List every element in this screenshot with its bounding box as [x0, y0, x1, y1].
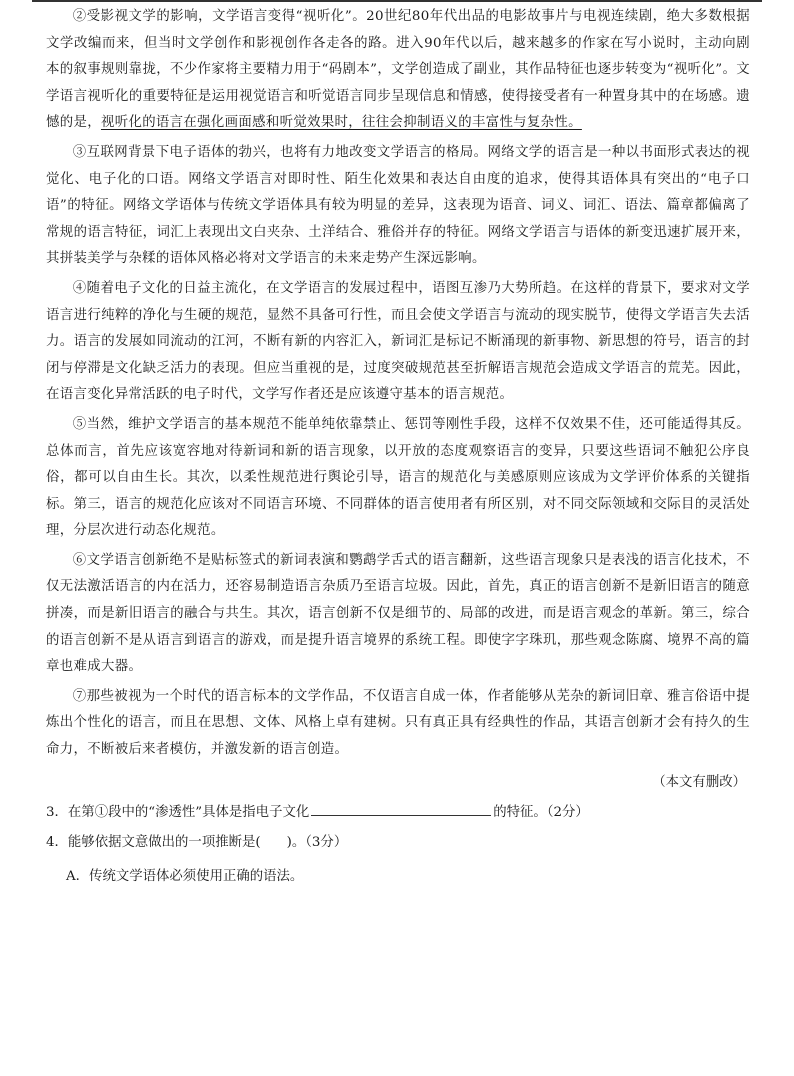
paragraph-5: ⑤当然，维护文学语言的基本规范不能单纯依靠禁止、惩罚等刚性手段，这样不仅效果不佳，还可能适得其反。总体而言，首先应该宽容地对待新词和新的语言现象，以开放的态度观察语言的变异，只要这些语词不触犯公序良俗，都可以自由生长。其次，以柔性规范进行舆论引导，语言的规范化与美感原则应该成为文学评价体系的关键指标。第三，语言的规范化应该对不同语言环境、不同群体的语言使用者有所区别，对不同交际领域和交际目的灵活处理，分层次进行动态化规范。: [46, 416, 750, 539]
question-3: [46, 800, 750, 826]
question-4: [46, 830, 750, 856]
paragraph-2-text: ②受影视文学的影响，文学语言变得“视听化”。20世纪80年代出品的电影故事片与电视连续剧，绝大多数根据文学改编而来，但当时文学创作和影视创作各走各的路。进入90年代以后，越来越多的作家在写小说时，主动向剧本的叙事规则靠拢，不少作家将主要精力用于“码剧本”，文学创造成了副业，其作品特征也逐步转变为“视听化”。文学语言视听化的重要特征是运用视觉语言和听觉语言同步呈现信息和情感，使得接受者有一种置身其中的在场感。遗憾的是，: [46, 9, 750, 131]
question-3-prompt: 3．在第①段中的“渗透性”具体是指电子文化: [46, 804, 310, 820]
paragraph-2: [46, 4, 750, 137]
top-rule: [32, 0, 762, 2]
answer-blank[interactable]: [311, 801, 491, 816]
paragraph-4: ④随着电子文化的日益主流化，在文学语言的发展过程中，语图互渗乃大势所趋。在这样的背景下，要求对文学语言进行纯粹的净化与生硬的规范，显然不具备可行性，而且会使文学语言与流动的现实脱节，使得文学语言失去活力。语言的发展如同流动的江河，不断有新的内容汇入，新词汇是标记不断涌现的新事物、新思想的符号，语言的封闭与停滞是文化缺乏活力的表现。但应当重视的是，过度突破规范甚至折解语言规范会造成文学语言的荒芜。因此，在语言变化异常活跃的电子时代，文学写作者还是应该遵守基本的语言规范。: [46, 280, 750, 403]
question-3-suffix: 的特征。（2分）: [493, 804, 589, 820]
paragraph-7: ⑦那些被视为一个时代的语言标本的文学作品，不仅语言自成一体，作者能够从芜杂的新词旧章、雅言俗语中提炼出个性化的语言，而且在思想、文体、风格上卓有建树。只有真正具有经典性的作品，其语言创新才会有持久的生命力，不断被后来者模仿，并激发新的语言创造。: [46, 688, 750, 758]
question-4-prompt: 4．能够依据文意做出的一项推断是(: [46, 834, 261, 850]
underlined-sentence: 视听化的语言在强化画面感和听觉效果时，往往会抑制语义的丰富性与复杂性。: [100, 115, 582, 131]
paragraph-3: ③互联网背景下电子语体的勃兴，也将有力地改变文学语言的格局。网络文学的语言是一种以书面形式表达的视觉化、电子化的口语。网络文学语言对即时性、陌生化效果和表达自由度的追求，使得其语体具有突出的“电子口语”的特征。网络文学语体与传统文学语体具有较为明显的差异，这表现为语音、词义、词汇、语法、篇章都偏离了常规的语言特征，词汇上表现出文白夹杂、土洋结合、雅俗并存的特征。网络文学语言与语体的新变迅速扩展开来，其拼装美学与杂糅的语体风格必将对文学语言的未来走势产生深远影响。: [46, 144, 750, 267]
article-body: [46, 4, 750, 890]
question-4-suffix: )。（3分）: [286, 834, 348, 850]
option-a: A．传统文学语体必须使用正确的语法。: [66, 868, 304, 884]
source-note: （本文有删改）: [652, 774, 746, 790]
paragraph-6: ⑥文学语言创新绝不是贴标签式的新词表演和鹦鹉学舌式的语言翻新，这些语言现象只是表浅的语言化技术，不仅无法激活语言的内在活力，还容易制造语言杂质乃至语言垃圾。因此，首先，真正的语言创新不是新旧语言的随意拼凑，而是新旧语言的融合与共生。其次，语言创新不仅是细节的、局部的改进，而是语言观念的革新。第三，综合的语言创新不是从语言到语言的游戏，而是提升语言境界的系统工程。即使字字珠玑，那些观念陈腐、境界不高的篇章也难成大器。: [46, 552, 750, 675]
